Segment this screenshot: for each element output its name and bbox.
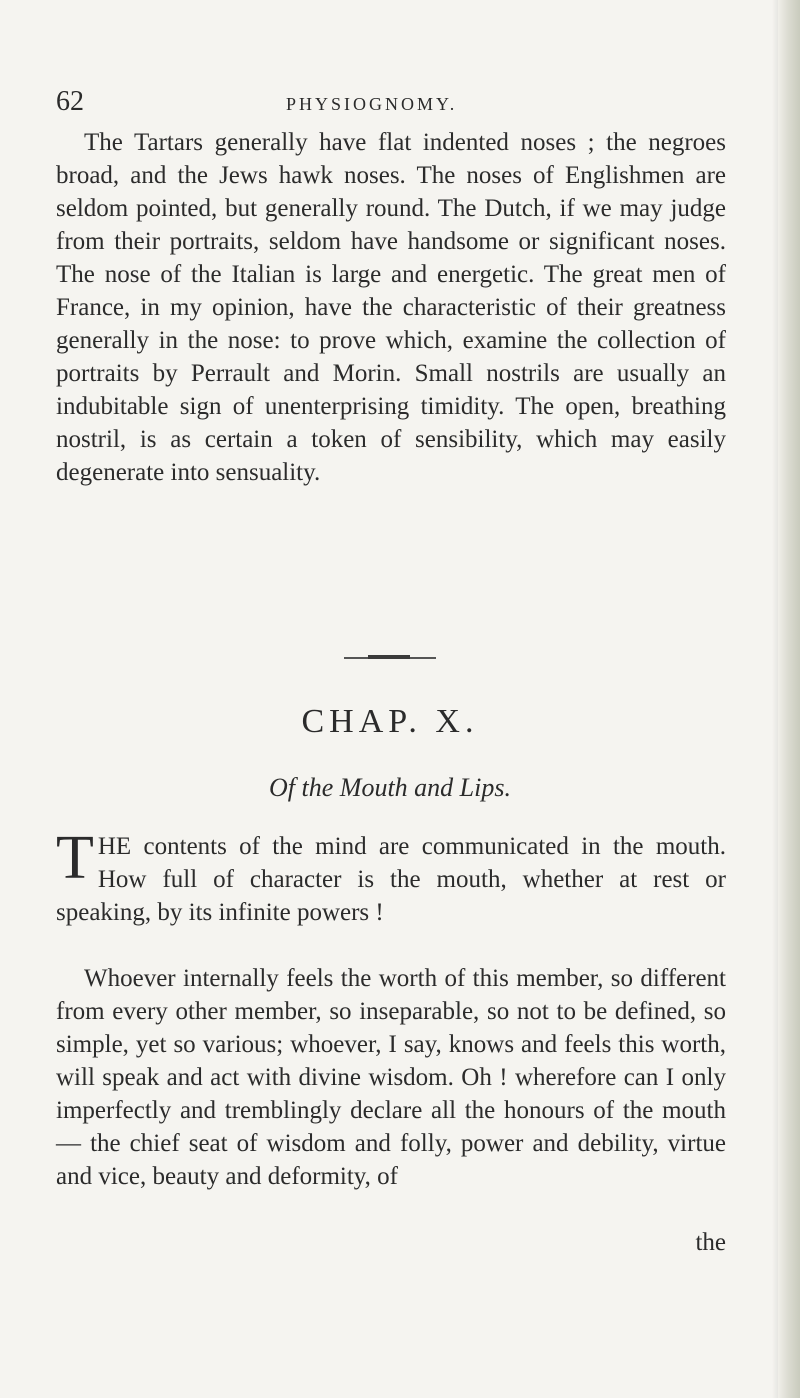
- running-title: PHYSIOGNOMY.: [286, 94, 458, 114]
- paragraph-noses: The Tartars generally have flat indented noses ; the negroes broad, and the Jews hawk noses. The noses of Englishmen are seldom pointed, but generally round. The Dutch, if we may judge from their portraits, seldom have handsome or significant noses. The nose of the Italian is large and energetic. The great men of France, in my opinion, have the characteristic of their greatness generally in the nose: to prove which, examine the collection of portraits by Perrault and Morin. Small nostrils are usually an indubitable sign of unenterprising timidity. The open, breathing nostril, is as certain a token of sensibility, which may easily degenerate into sensuality.: [56, 129, 726, 486]
- chapter-heading: CHAP. X.: [301, 703, 479, 740]
- drop-cap: T: [56, 824, 94, 892]
- page-number: 62: [56, 86, 84, 117]
- page-edge: [778, 0, 800, 1398]
- catchword: the: [695, 1229, 726, 1256]
- paragraph-mouth-intro-text: HE contents of the mind are communicated in the mouth. How full of character is the mouth, whether at rest or speaking, by its infinite powers !: [56, 833, 726, 926]
- paragraph-mouth-worth: Whoever internally feels the worth of this member, so different from every other member, so inseparable, so not to be defined, so simple, yet so various; whoever, I say, knows and feels this worth, will speak and act with divine wisdom. Oh ! wherefore can I only imperfectly and tremblingly declare all the honours of the mouth— the chief seat of wisdom and folly, power and debility, virtue and vice, beauty and deformity, of: [56, 965, 726, 1190]
- chapter-subtitle: Of the Mouth and Lips.: [269, 773, 511, 802]
- paragraph-mouth-intro: [56, 824, 726, 929]
- page-header: [56, 84, 726, 124]
- section-divider-ornament: [368, 655, 410, 659]
